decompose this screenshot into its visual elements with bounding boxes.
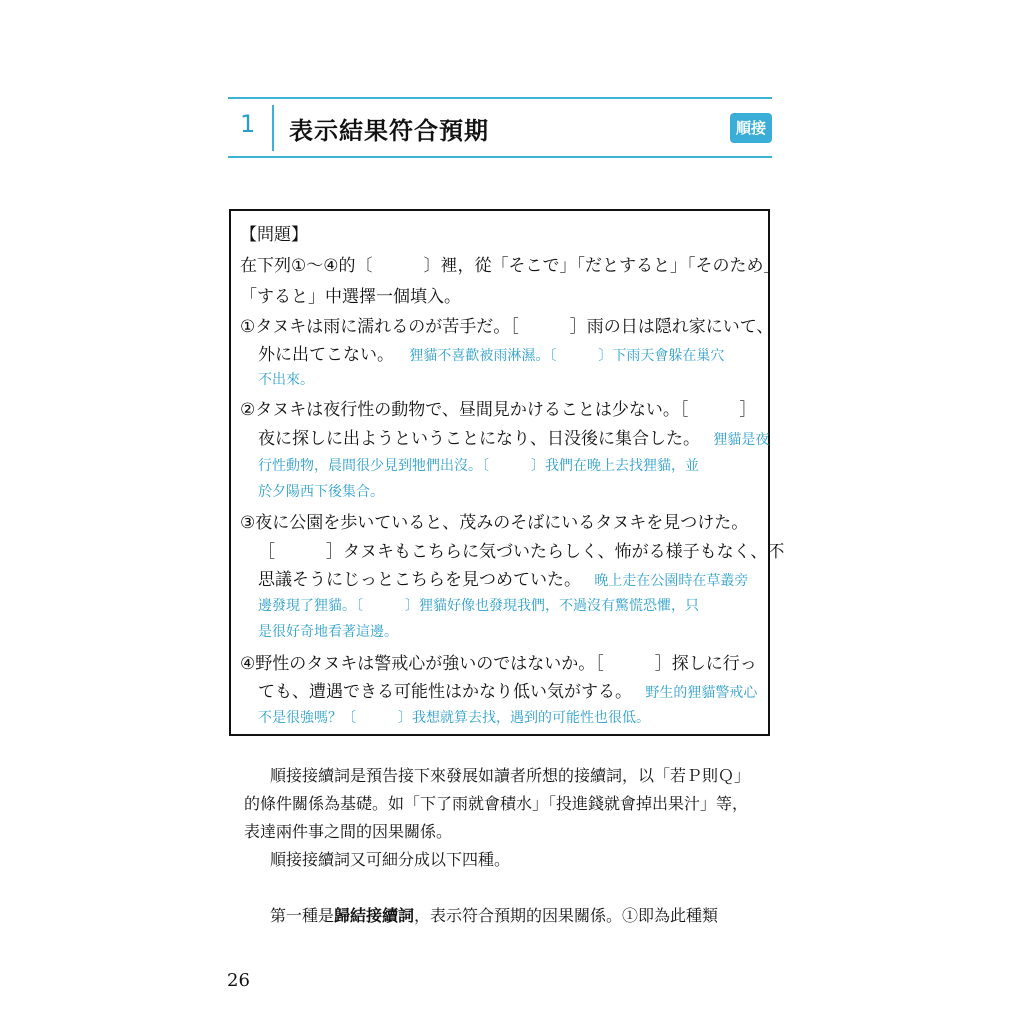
question-2-jp-line-2: 夜に探しに出ようということになり、日没後に集合した。 — [258, 429, 700, 449]
problem-label: 【問題】 — [240, 225, 308, 245]
question-2-zh-line-3: 於夕陽西下後集合。 — [258, 484, 384, 500]
section-title: 表示結果符合預期 — [289, 117, 489, 145]
section-number: 1 — [240, 110, 256, 138]
question-3-jp-line-2: ［ ］タヌキもこちらに気づいたらしく、怖がる様子もなく、不 — [258, 542, 785, 562]
question-1-zh-line-2: 不出來。 — [258, 372, 314, 388]
question-3-jp-line-3: 思議そうにじっとこちらを見つめていた。 — [258, 570, 581, 590]
question-4-line-2 — [258, 682, 757, 703]
question-2-jp-line-1: ②タヌキは夜行性の動物で、昼間見かけることは少ない。［ ］ — [240, 400, 757, 420]
body-paragraph-3-post: ，表示符合預期的因果關係。①即為此種類 — [414, 906, 719, 925]
question-3-line-3 — [258, 570, 748, 591]
question-3-jp-line-1: ③夜に公園を歩いていると、茂みのそばにいるタヌキを見つけた。 — [240, 513, 749, 533]
question-4-jp-line-2: ても、遭遇できる可能性はかなり低い気がする。 — [258, 682, 632, 702]
question-3-zh-line-1: 晚上走在公園時在草叢旁 — [594, 573, 749, 589]
question-4-zh-line-1: 野生的狸貓警戒心 — [645, 685, 758, 701]
body-paragraph-1-line-3: 表達兩件事之間的因果關係。 — [244, 822, 453, 841]
question-3-zh-line-3: 是很好奇地看著這邊。 — [258, 624, 398, 640]
page-number: 26 — [227, 970, 250, 991]
instruction-line-2: 「すると」中選擇一個填入。 — [240, 287, 461, 307]
question-2-line-2 — [258, 429, 769, 450]
question-1-zh-line-1: 狸貓不喜歡被雨淋濕。〔 〕下雨天會躲在巢穴 — [409, 348, 725, 364]
body-paragraph-3-pre: 第一種是 — [270, 906, 335, 925]
body-paragraph-1-line-1: 順接接續詞是預告接下來發展如讀者所想的接續詞，以「若Ｐ則Ｑ」 — [270, 766, 751, 785]
question-2-zh-line-2: 行性動物，晨間很少見到牠們出沒。〔 〕我們在晚上去找狸貓，並 — [258, 458, 699, 474]
header-top-rule — [228, 97, 772, 99]
header-divider — [272, 105, 274, 151]
body-paragraph-3 — [270, 903, 718, 926]
question-1-jp-line-2: 外に出てこない。 — [258, 345, 394, 365]
question-1-jp-line-1: ①タヌキは雨に濡れるのが苦手だ。［ ］雨の日は隠れ家にいて、 — [240, 317, 774, 337]
body-paragraph-2: 順接接續詞又可細分成以下四種。 — [270, 850, 511, 869]
body-paragraph-1-line-2: 的條件關係為基礎。如「下了雨就會積水」「投進錢就會掉出果汁」等， — [244, 794, 749, 813]
header-bottom-rule — [228, 156, 772, 158]
term-bold: 歸結接續詞 — [334, 906, 415, 925]
question-4-jp-line-1: ④野性のタヌキは警戒心が強いのではないか。［ ］探しに行っ — [240, 654, 757, 674]
question-1-line-2 — [258, 345, 724, 366]
question-2-zh-line-1: 狸貓是夜 — [713, 432, 770, 448]
question-4-zh-line-2: 不是很強嗎？〔 〕我想就算去找，遇到的可能性也很低。 — [258, 710, 650, 726]
category-badge: 順接 — [730, 113, 772, 143]
section-header — [228, 97, 772, 159]
instruction-line-1: 在下列①～④的〔 〕裡，從「そこで」「だとすると」「そのため」 — [240, 256, 781, 276]
question-3-zh-line-2: 邊發現了狸貓。〔 〕狸貓好像也發現我們，不過沒有驚慌恐懼，只 — [258, 598, 699, 614]
